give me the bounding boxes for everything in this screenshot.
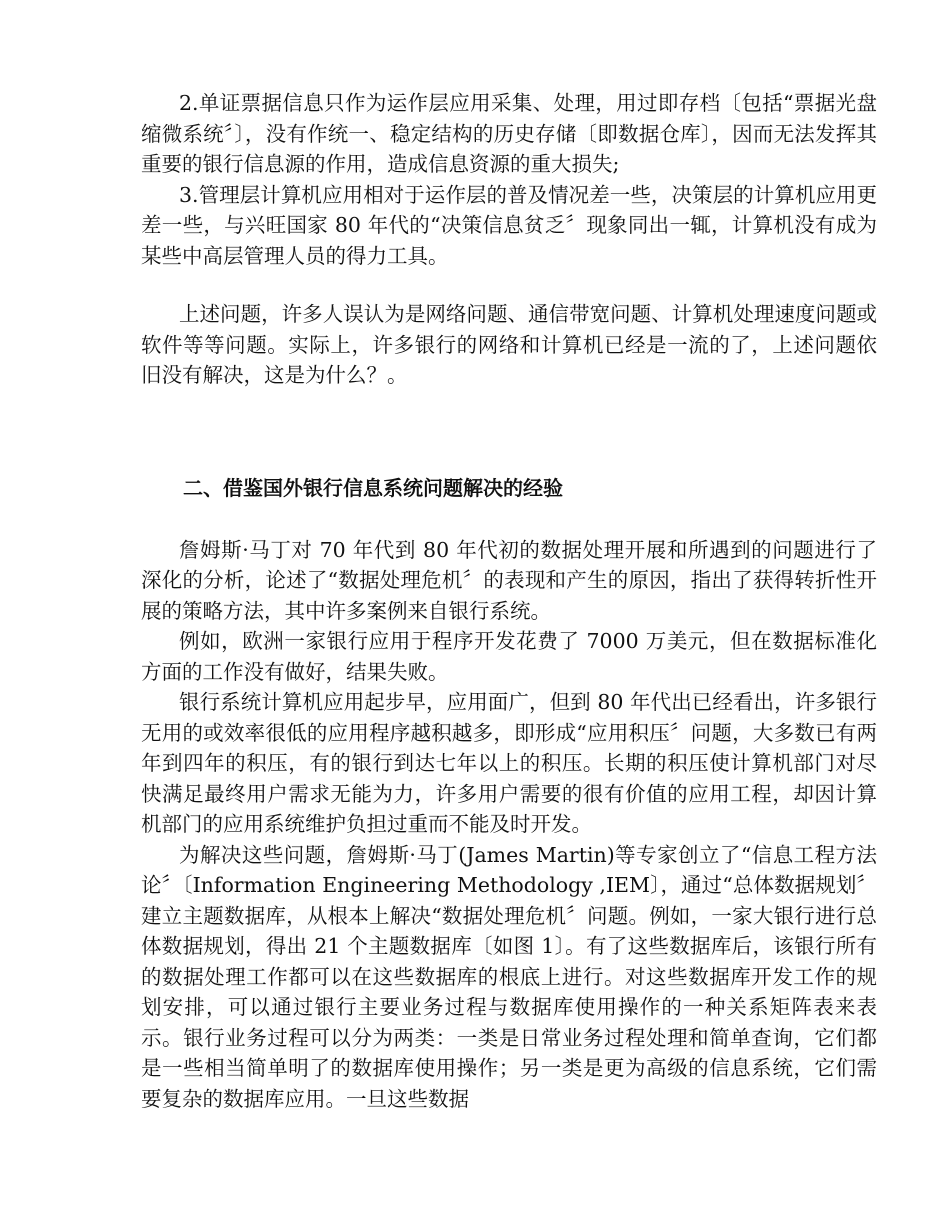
list-item-2: 2.单证票据信息只作为运作层应用采集、处理，用过即存档〔包括“票据光盘缩微系统〞〕，没有作统一、稳定结构的历史存储〔即数据仓库〕，因而无法发挥其重要的银行信息源的作用，造成信息资源的重大损失; — [141, 91, 877, 176]
document-page — [141, 88, 877, 1114]
martin-intro-paragraph: 詹姆斯·马丁对 70 年代到 80 年代初的数据处理开展和所遇到的问题进行了深化的分析，论述了“数据处理危机〞的表现和产生的原因，指出了获得转折性开展的策略方法，其中许多案例来自银行系统。 — [141, 537, 877, 623]
list-item-3: 3.管理层计算机应用相对于运作层的普及情况差一些，决策层的计算机应用更差一些，与兴旺国家 80 年代的“决策信息贫乏〞现象同出一辄，计算机没有成为某些中高层管理人员的得力工具。 — [141, 182, 877, 268]
application-backlog-paragraph: 银行系统计算机应用起步早，应用面广，但到 80 年代出已经看出，许多银行无用的或效率很低的应用程序越积越多，即形成“应用积压〞问题，大多数已有两年到四年的积压，有的银行到达七年以上的积压。长期的积压使计算机部门对尽快满足最终用户需求无能为力，许多用户需要的很有价值的应用工程，却因计算机部门的应用系统维护负担过重而不能及时开发。 — [141, 690, 877, 836]
iem-paragraph: 为解决这些问题，詹姆斯·马丁(James Martin)等专家创立了“信息工程方法论〞〔Information Engineering Methodology ,IEM〕，通过“总体数据规划〞建立主题数据库，从根本上解决“数据处理危机〞问题。例如，一家大银行进行总体数据规划，得出 21 个主题数据库〔如图 1〕。有了这些数据库后，该银行所有的数据处理工作都可以在这些数据库的根底上进行。对这些数据库开发工作的规划安排，可以通过银行主要业务过程与数据库使用操作的一种关系矩阵表来表示。银行业务过程可以分为两类：一类是日常业务过程处理和简单查询，它们都是一些相当简单明了的数据库使用操作；另一类是更为高级的信息系统，它们需要复杂的数据库应用。一旦这些数据 — [141, 842, 877, 1111]
section-heading: 二、借鉴国外银行信息系统问题解决的经验 — [183, 475, 563, 500]
problem-summary-paragraph: 上述问题，许多人误认为是网络问题、通信带宽问题、计算机处理速度问题或软件等等问题。实际上，许多银行的网络和计算机已经是一流的了，上述问题依旧没有解决，这是为什么？。 — [141, 302, 877, 387]
europe-example-paragraph: 例如，欧洲一家银行应用于程序开发花费了 7000 万美元，但在数据标准化方面的工作没有做好，结果失败。 — [141, 629, 877, 684]
